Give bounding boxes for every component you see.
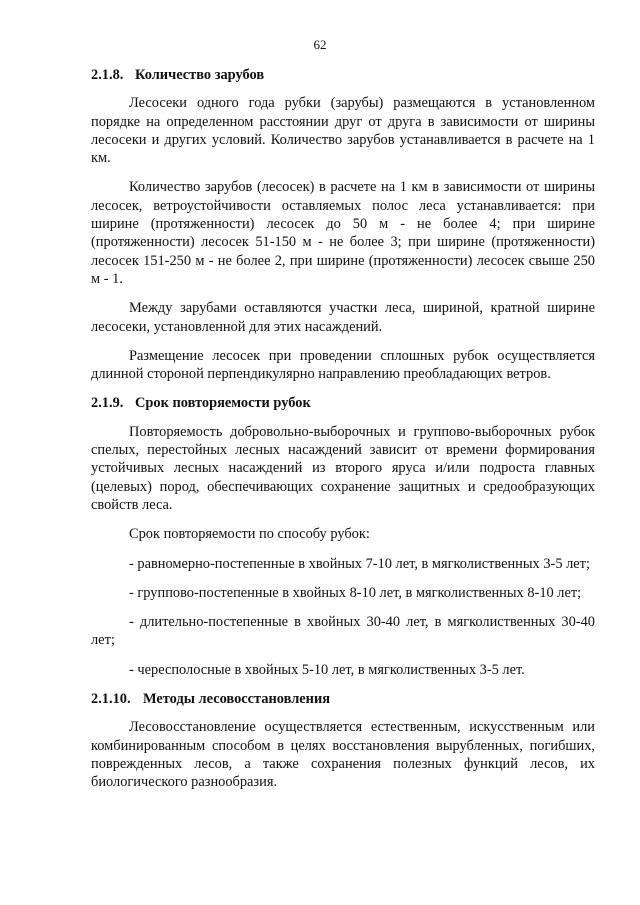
section-number: 2.1.9. bbox=[91, 395, 124, 412]
list-item: - длительно-постепенные в хвойных 30-40 лет, в мягколиственных 30-40 лет; bbox=[91, 614, 595, 649]
document-body bbox=[91, 66, 595, 803]
paragraph: Между зарубами оставляются участки леса, шириной, кратной ширине лесосеки, установленной для этих насаждений. bbox=[91, 300, 595, 335]
list-item: - равномерно-постепенные в хвойных 7-10 лет, в мягколиственных 3-5 лет; bbox=[129, 555, 590, 572]
section-heading-2-1-10 bbox=[91, 690, 595, 708]
section-number: 2.1.8. bbox=[91, 67, 124, 83]
paragraph: Размещение лесосек при проведении сплошных рубок осуществляется длинной стороной перпендикулярно направлению преобладающих ветров. bbox=[91, 347, 595, 383]
section-heading-2-1-8 bbox=[91, 66, 595, 84]
list-item: - чересполосные в хвойных 5-10 лет, в мягколиственных 3-5 лет. bbox=[129, 661, 525, 678]
page-number: 62 bbox=[313, 37, 327, 52]
section-title: Срок повторяемости рубок bbox=[135, 395, 311, 412]
paragraph: Количество зарубов (лесосек) в расчете на 1 км в зависимости от ширины лесосек, ветроустойчивости оставляемых полос леса устанавливается: при ширине (протяженности) лесосек до 50 м - не более 4; при ширине (протяженности) лесосек 51-150 м - не более 3; при ширине (протяженности) лесосек 151-250 м - не более 2, при ширине (протяженности) лесосек свыше 250 м - 1. bbox=[91, 179, 595, 287]
section-heading-2-1-9 bbox=[91, 394, 595, 412]
list-item: - группово-постепенные в хвойных 8-10 лет, в мягколиственных 8-10 лет; bbox=[129, 584, 582, 601]
section-title: Методы лесовосстановления bbox=[143, 691, 331, 708]
paragraph: Повторяемость добровольно-выборочных и группово-выборочных рубок спелых, перестойных лесных насаждений зависит от времени формирования устойчивых лесных насаждений из второго яруса и/или подроста главных (целевых) пород, обеспечивающих сохранение защитных и средообразующих свойств леса. bbox=[91, 423, 595, 513]
paragraph: Лесосеки одного года рубки (зарубы) размещаются в установленном порядке на определенном расстоянии друг от друга в зависимости от ширины лесосеки и других условий. Количество зарубов устанавливается в расчете на 1 км. bbox=[91, 95, 595, 167]
paragraph: Срок повторяемости по способу рубок: bbox=[129, 526, 370, 543]
section-number: 2.1.10. bbox=[91, 691, 131, 708]
paragraph: Лесовосстановление осуществляется естественным, искусственным или комбинированным способом в целях восстановления вырубленных, погибших, поврежденных лесов, а также сохранения полезных функций лесов, их биологического разнообразия. bbox=[91, 719, 595, 791]
section-title: Количество зарубов bbox=[135, 67, 265, 83]
